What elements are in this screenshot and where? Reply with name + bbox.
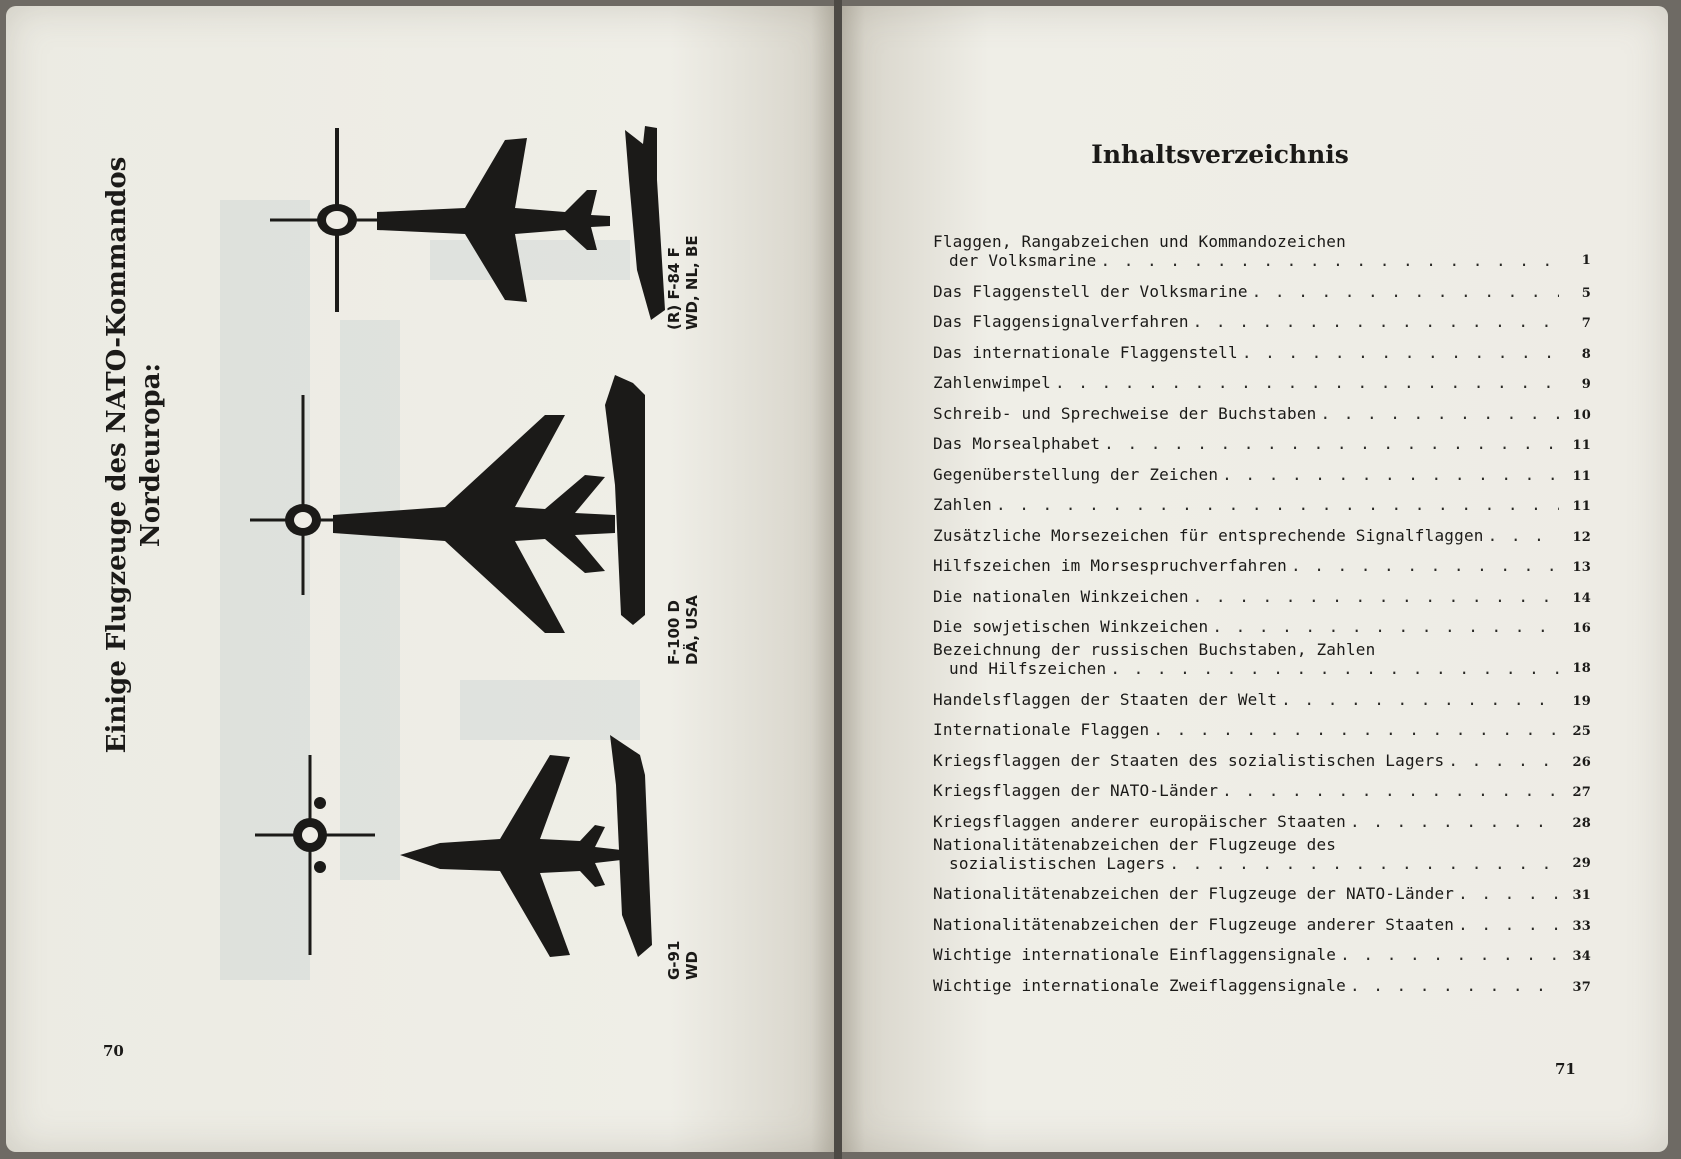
toc-page-number: 12 (1572, 529, 1591, 545)
toc-page-number: 26 (1572, 754, 1591, 770)
toc-page-number: 13 (1572, 560, 1591, 575)
plane-label-g91: G-91 WD (665, 940, 701, 980)
toc-entry: Das Flaggenstell der Volksmarine . . . 5 (933, 270, 1591, 301)
plane-label-f84: (R) F-84 F WD, NL, BE (665, 235, 701, 330)
toc-entry: Das internationale Flaggenstell . . . 8 (933, 331, 1591, 362)
title-line-2: Nordeuropa: (136, 362, 166, 548)
toc-entry: Nationalitätenabzeichen der Flugzeuge anderer Staaten . . . 33 (933, 903, 1591, 934)
aircraft-silhouette-icon (245, 375, 695, 665)
toc-page-number: 9 (1581, 377, 1591, 392)
toc-page-number: 31 (1572, 888, 1591, 903)
toc-page-number: 10 (1572, 407, 1591, 423)
toc-page-number: 7 (1581, 316, 1591, 331)
aircraft-silhouette-icon (265, 120, 685, 330)
toc-page-number: 19 (1572, 693, 1591, 709)
toc-entry: Wichtige internationale Einflaggensignale . . . 34 (933, 934, 1591, 965)
toc-page-number: 1 (1581, 253, 1591, 268)
toc-page-number: 34 (1572, 949, 1591, 964)
toc-entry: Internationale Flaggen . . . 25 (933, 709, 1591, 740)
toc-page-number: 28 (1572, 815, 1591, 831)
toc-entry: Gegenüberstellung der Zeichen . . . 11 (933, 453, 1591, 484)
title-line-1: Einige Flugzeuge des NATO-Kommandos (102, 156, 132, 754)
toc-entry: Das Flaggensignalverfahren . . . 7 (933, 301, 1591, 332)
toc-page-number: 16 (1572, 621, 1591, 636)
toc-entry: Zusätzliche Morsezeichen für entsprechende Signalflaggen . . . 12 (933, 514, 1591, 545)
toc-entry: Die sowjetischen Winkzeichen . . . 16 (933, 606, 1591, 637)
toc-entry: Nationalitätenabzeichen der Flugzeuge der NATO-Länder . . . 31 (933, 873, 1591, 904)
toc-entry: Nationalitätenabzeichen der Flugzeuge des sozialistischen Lagers . . . 29 (933, 831, 1591, 873)
aircraft-silhouette-icon (250, 735, 690, 975)
toc-page-number: 14 (1572, 590, 1591, 606)
toc-page-number: 25 (1572, 724, 1591, 739)
toc-title: Inhaltsverzeichnis (1091, 140, 1349, 169)
page-number-left: 70 (103, 1042, 124, 1060)
toc-entry: Kriegsflaggen der NATO-Länder . . . 27 (933, 770, 1591, 801)
toc-page-number: 8 (1581, 346, 1591, 362)
toc-entry: Hilfszeichen im Morsespruchverfahren . . . 13 (933, 545, 1591, 576)
toc-page-number: 29 (1572, 855, 1591, 871)
toc-entry: Die nationalen Winkzeichen . . . 14 (933, 575, 1591, 606)
toc-entry: Kriegsflaggen anderer europäischer Staaten . . . 28 (933, 800, 1591, 831)
toc-page-number: 5 (1581, 285, 1591, 301)
toc-entry: Flaggen, Rangabzeichen und Kommandozeichen der Volksmarine . . . 1 (933, 228, 1591, 270)
toc-entry: Zahlen . . . 11 (933, 484, 1591, 515)
toc-entry: Das Morsealphabet . . . 11 (933, 423, 1591, 454)
aircraft-page-title (100, 75, 168, 835)
toc-page-number: 37 (1572, 979, 1591, 995)
toc-page-number: 11 (1572, 438, 1591, 453)
toc-entry: Bezeichnung der russischen Buchstaben, Zahlen und Hilfszeichen . . . 18 (933, 636, 1591, 678)
toc-entry: Schreib- und Sprechweise der Buchstaben . . . 10 (933, 392, 1591, 423)
page-number-right: 71 (1555, 1060, 1576, 1078)
toc-page-number: 27 (1572, 785, 1591, 800)
toc-entry: Wichtige internationale Zweiflaggensignale . . . 37 (933, 964, 1591, 995)
toc-page-number: 33 (1572, 918, 1591, 934)
plane-label-f100: F-100 D DÄ, USA (665, 595, 701, 665)
toc-entry: Handelsflaggen der Staaten der Welt . . . 19 (933, 678, 1591, 709)
table-of-contents (933, 228, 1591, 995)
toc-page-number: 18 (1572, 661, 1591, 676)
toc-entry: Kriegsflaggen der Staaten des sozialistischen Lagers . . . 26 (933, 739, 1591, 770)
toc-page-number: 11 (1572, 499, 1591, 514)
toc-page-number: 11 (1572, 468, 1591, 484)
book-gutter (834, 0, 842, 1159)
toc-entry: Zahlenwimpel . . . 9 (933, 362, 1591, 393)
